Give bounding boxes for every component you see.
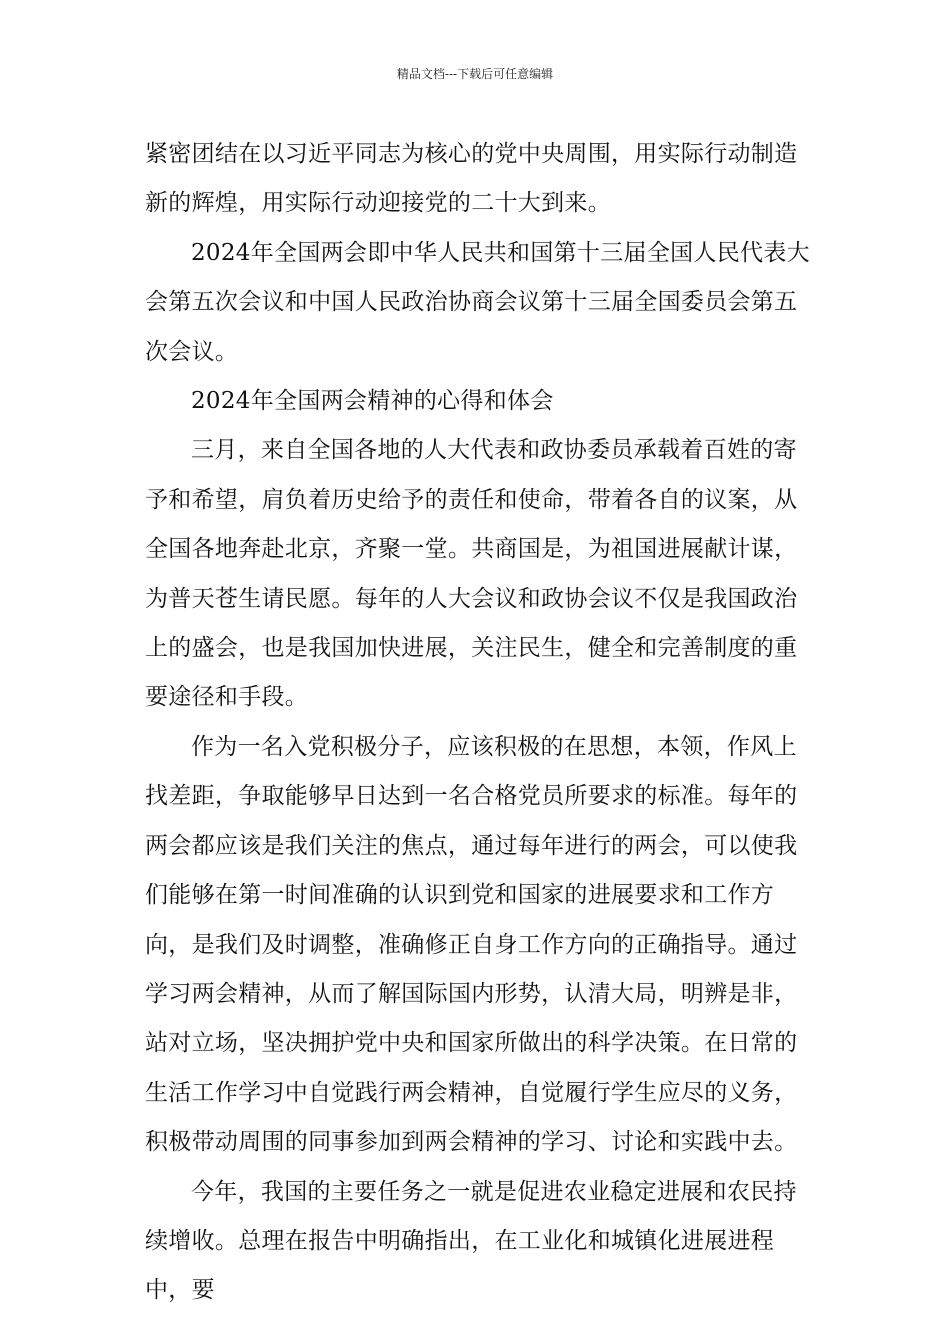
paragraph-agriculture: 今年，我国的主要任务之一就是促进农业稳定进展和农民持续增收。总理在报告中明确指出，在工业化和城镇化进展进程中，要: [145, 1178, 797, 1304]
paragraph-continuation: 紧密团结在以习近平同志为核心的党中央周围，用实际行动制造新的辉煌，用实际行动迎接党的二十大到来。: [145, 141, 798, 217]
paragraph-march-delegates: 三月，来自全国各地的人大代表和政协委员承载着百姓的寄予和希望，肩负着历史给予的责任和使命，带着各自的议案，从全国各地奔赴北京，齐聚一堂。共商国是，为祖国进展献计谋，为普天苍生请民愿。每年的人大会议和政协会议不仅是我国政治上的盛会，也是我国加快进展，关注民生，健全和完善制度的重要途径和手段。: [145, 437, 798, 711]
paragraph-activist-role: 作为一名入党积极分子，应该积极的在思想，本领，作风上找差距，争取能够早日达到一名合格党员所要求的标准。每年的两会都应该是我们关注的焦点，通过每年进行的两会，可以使我们能够在第一时间准确的认识到党和国家的进展要求和工作方向，是我们及时调整，准确修正自身工作方向的正确指导。通过学习两会精神，从而了解国际国内形势，认清大局，明辨是非，站对立场，坚决拥护党中央和国家所做出的科学决策。在日常的生活工作学习中自觉践行两会精神，自觉履行学生应尽的义务，积极带动周围的同事参加到两会精神的学习、讨论和实践中去。: [145, 733, 798, 1156]
section-heading: 2024年全国两会精神的心得和体会: [191, 388, 554, 415]
page-header: 精品文档---下载后可任意编辑: [396, 67, 554, 81]
paragraph-session-definition: 2024年全国两会即中华人民共和国第十三届全国人民代表大会第五次会议和中国人民政治协商会议第十三届全国委员会第五次会议。: [145, 239, 810, 365]
document-body: [145, 130, 810, 1316]
